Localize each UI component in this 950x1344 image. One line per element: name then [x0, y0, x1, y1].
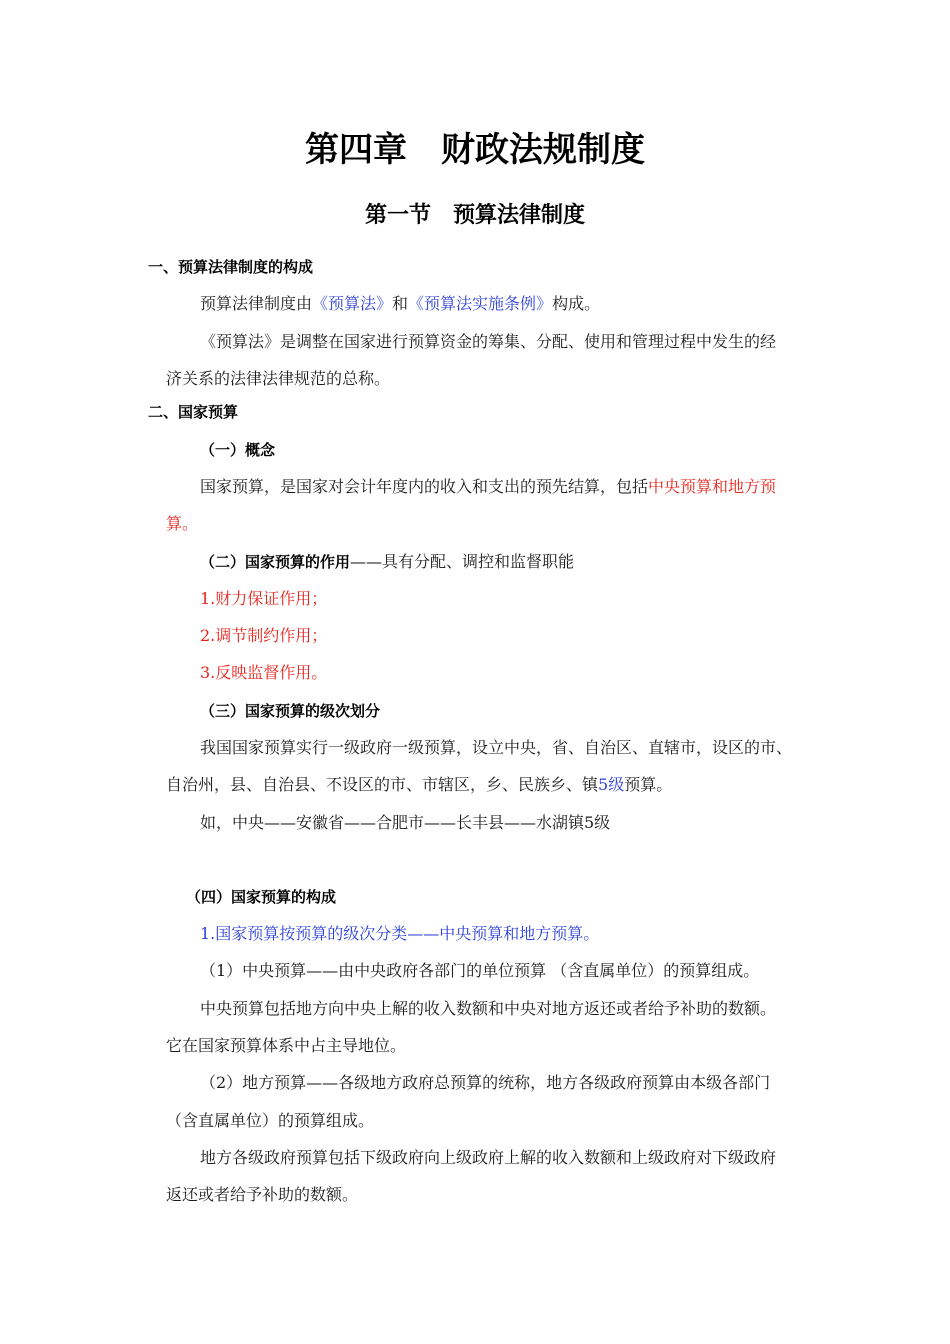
central-budget-para-l2: 它在国家预算体系中占主导地位。	[166, 1036, 407, 1055]
paragraph-concept-l1	[200, 477, 776, 497]
paragraph-levels-l2	[166, 775, 672, 795]
role-bold: （二）国家预算的作用	[200, 553, 351, 571]
paragraph-example: 如，中央——安徽省——合肥市——长丰县——水湖镇5级	[200, 813, 611, 832]
role-item-2: 2.调节制约作用；	[200, 626, 328, 645]
paragraph-definition-l2: 济关系的法律法律规范的总称。	[166, 369, 391, 388]
text: 预算法律制度由	[200, 294, 313, 313]
text: 构成。	[552, 294, 601, 313]
budget-law-regulation-link[interactable]: 《预算法实施条例》	[408, 294, 553, 313]
local-budget-l2: （含直属单位）的预算组成。	[166, 1111, 375, 1130]
text: 自治州，县、自治县、不设区的市、市辖区，乡、民族乡、镇	[166, 775, 599, 794]
highlight-red: 中央预算和地方预	[648, 477, 777, 496]
subheading-role	[200, 552, 574, 572]
text: 国家预算，是国家对会计年度内的收入和支出的预先结算，包括	[200, 477, 649, 496]
subheading-levels: （三）国家预算的级次划分	[200, 702, 381, 720]
role-rest: ——具有分配、调控和监督职能	[350, 552, 575, 571]
subheading-concept: （一）概念	[200, 441, 276, 459]
role-item-1: 1.财力保证作用；	[200, 589, 328, 608]
section-title: 第一节 预算法律制度	[364, 203, 585, 228]
text: 预算。	[624, 775, 673, 794]
budget-law-link[interactable]: 《预算法》	[312, 294, 393, 313]
heading-national-budget: 二、国家预算	[148, 403, 239, 421]
local-budget-l1: （2）地方预算——各级地方政府总预算的统称，地方各级政府预算由本级各部门	[200, 1073, 771, 1092]
composition-item-1: 1.国家预算按预算的级次分类——中央预算和地方预算。	[200, 924, 600, 943]
subheading-composition: （四）国家预算的构成	[186, 888, 337, 906]
highlight-blue: 5级	[598, 775, 625, 794]
paragraph-definition-l1: 《预算法》是调整在国家进行预算资金的筹集、分配、使用和管理过程中发生的经	[200, 332, 777, 351]
role-item-3: 3.反映监督作用。	[200, 663, 328, 682]
local-budget-para-l1: 地方各级政府预算包括下级政府向上级政府上解的收入数额和上级政府对下级政府	[200, 1148, 777, 1167]
paragraph-levels-l1: 我国国家预算实行一级政府一级预算，设立中央，省、自治区、直辖市，设区的市、	[200, 738, 793, 757]
heading-composition: 一、预算法律制度的构成	[148, 258, 314, 276]
local-budget-para-l2: 返还或者给予补助的数额。	[166, 1185, 359, 1204]
central-budget-para-l1: 中央预算包括地方向中央上解的收入数额和中央对地方返还或者给予补助的数额。	[200, 999, 777, 1018]
paragraph-composition	[200, 294, 600, 314]
text: 和	[392, 294, 409, 313]
central-budget-line: （1）中央预算——由中央政府各部门的单位预算 （含直属单位）的预算组成。	[200, 961, 760, 980]
chapter-title: 第四章 财政法规制度	[305, 130, 645, 170]
paragraph-concept-l2: 算。	[166, 514, 199, 533]
